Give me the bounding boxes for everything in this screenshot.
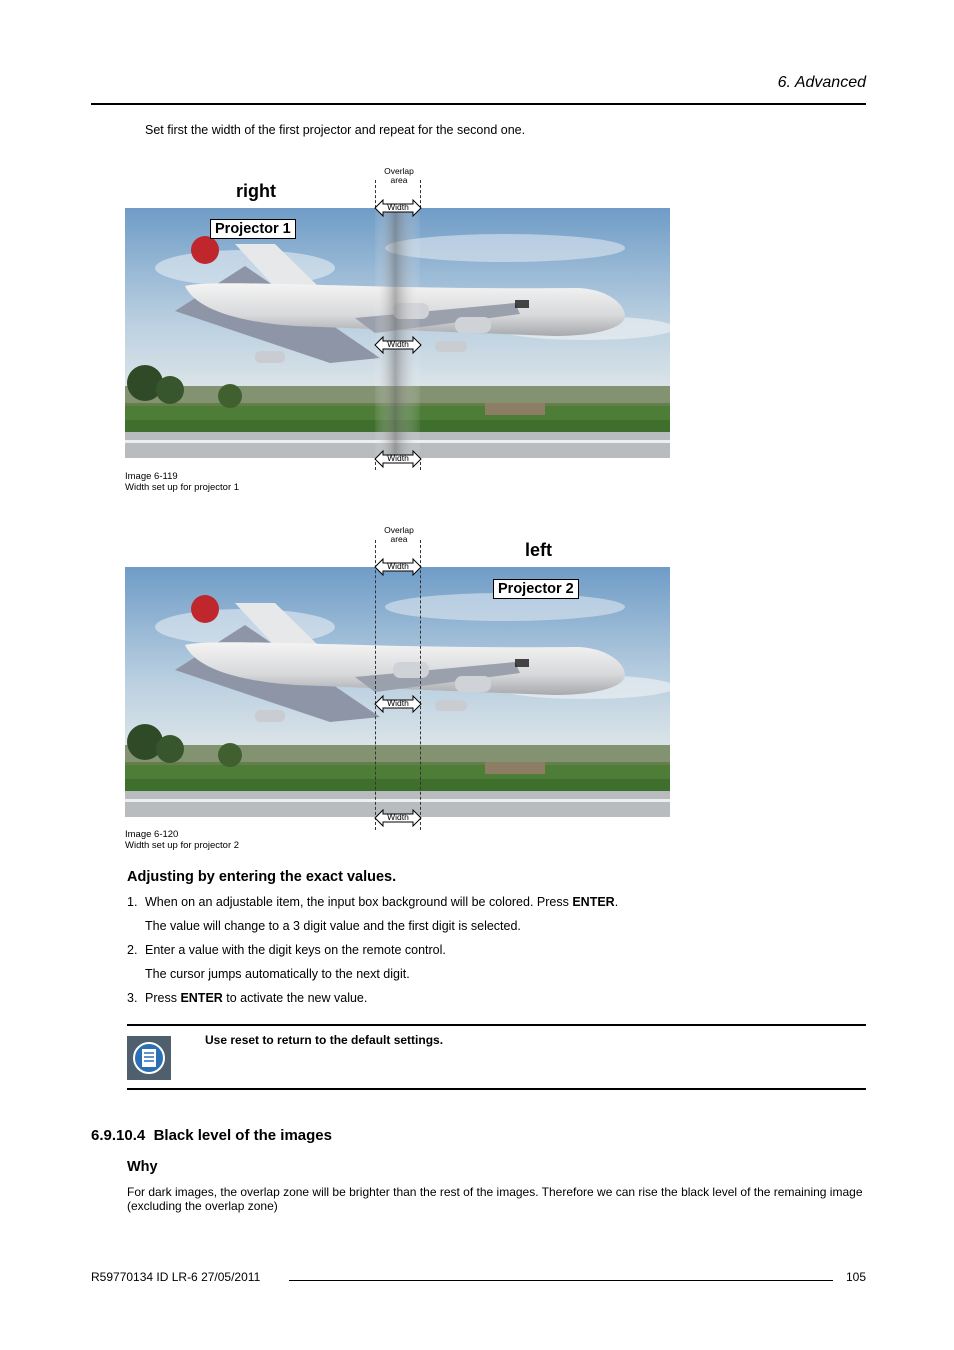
note-top-rule xyxy=(127,1024,866,1026)
step1-post: . xyxy=(614,895,619,909)
overlap-left-boundary xyxy=(375,540,376,830)
width-arrow xyxy=(374,450,422,468)
page-number: 105 xyxy=(845,1270,866,1284)
header-rule xyxy=(91,103,866,105)
width-label: Width xyxy=(387,561,409,571)
figure2-image xyxy=(125,567,670,817)
document-note-icon xyxy=(127,1036,171,1080)
intro-text: Set first the width of the first projector and repeat for the second one. xyxy=(145,123,526,137)
width-arrow xyxy=(374,809,422,827)
footer-doc-id: R59770134 ID LR-6 27/05/2011 xyxy=(91,1270,261,1284)
section-title: Black level of the images xyxy=(153,1127,332,1144)
width-arrow xyxy=(374,199,422,217)
overlap-label-line1: Overlap xyxy=(384,525,414,535)
why-paragraph: For dark images, the overlap zone will be brighter than the rest of the images. Therefore we can rise the black level of the remaining image (excluding the overlap zone) xyxy=(127,1185,863,1213)
step1-key: ENTER xyxy=(572,895,615,909)
width-label: Width xyxy=(387,812,409,822)
overlap-right-boundary xyxy=(420,540,421,830)
step2-subtext: The cursor jumps automatically to the next digit. xyxy=(145,967,410,981)
figure1-overlap-label xyxy=(374,167,424,185)
projector2-label: Projector 2 xyxy=(493,579,579,599)
airplane-photo xyxy=(125,208,670,458)
figure1-caption xyxy=(125,471,239,493)
caption-number: Image 6-119 xyxy=(125,471,178,482)
width-label: Width xyxy=(387,698,409,708)
figure2-side-label xyxy=(525,540,552,561)
why-heading: Why xyxy=(127,1159,158,1175)
figure1-image xyxy=(125,208,670,458)
footer-rule xyxy=(289,1280,833,1281)
step3-post: to activate the new value. xyxy=(222,991,368,1005)
note-bottom-rule xyxy=(127,1088,866,1090)
figure2-caption xyxy=(125,829,239,851)
running-header: 6. Advanced xyxy=(777,74,866,91)
step3-text xyxy=(145,991,367,1005)
adjust-heading: Adjusting by entering the exact values. xyxy=(127,869,397,885)
step-number: 1. xyxy=(127,895,138,909)
airplane-photo xyxy=(125,567,670,817)
caption-text: Width set up for projector 2 xyxy=(125,840,240,851)
overlap-label-line1: Overlap xyxy=(384,166,414,176)
step1-pre: When on an adjustable item, the input box background will be colored. Press xyxy=(145,895,573,909)
width-label: Width xyxy=(387,339,409,349)
step1-text xyxy=(145,895,618,909)
step-number: 3. xyxy=(127,991,138,1005)
figure2-overlap-label xyxy=(374,526,424,544)
figure1-side-label: right xyxy=(236,181,276,201)
step-number: 2. xyxy=(127,943,138,957)
width-arrow xyxy=(374,695,422,713)
caption-number: Image 6-120 xyxy=(125,829,179,840)
caption-text: Width set up for projector 1 xyxy=(125,482,240,493)
side-label-text: left xyxy=(525,540,552,560)
overlap-label-line2: area xyxy=(390,175,408,185)
projector1-label: Projector 1 xyxy=(210,219,296,239)
overlap-label-line2: area xyxy=(390,534,408,544)
width-label: Width xyxy=(387,202,409,212)
width-arrow xyxy=(374,558,422,576)
step2-text: Enter a value with the digit keys on the remote control. xyxy=(145,943,446,957)
width-label: Width xyxy=(387,453,409,463)
section-heading xyxy=(91,1127,332,1144)
step3-key: ENTER xyxy=(180,991,223,1005)
step3-pre: Press xyxy=(145,991,181,1005)
note-text: Use reset to return to the default settings. xyxy=(205,1033,444,1047)
section-number: 6.9.10.4 xyxy=(91,1127,146,1144)
step1-subtext: The value will change to a 3 digit value and the first digit is selected. xyxy=(145,919,521,933)
width-arrow xyxy=(374,336,422,354)
